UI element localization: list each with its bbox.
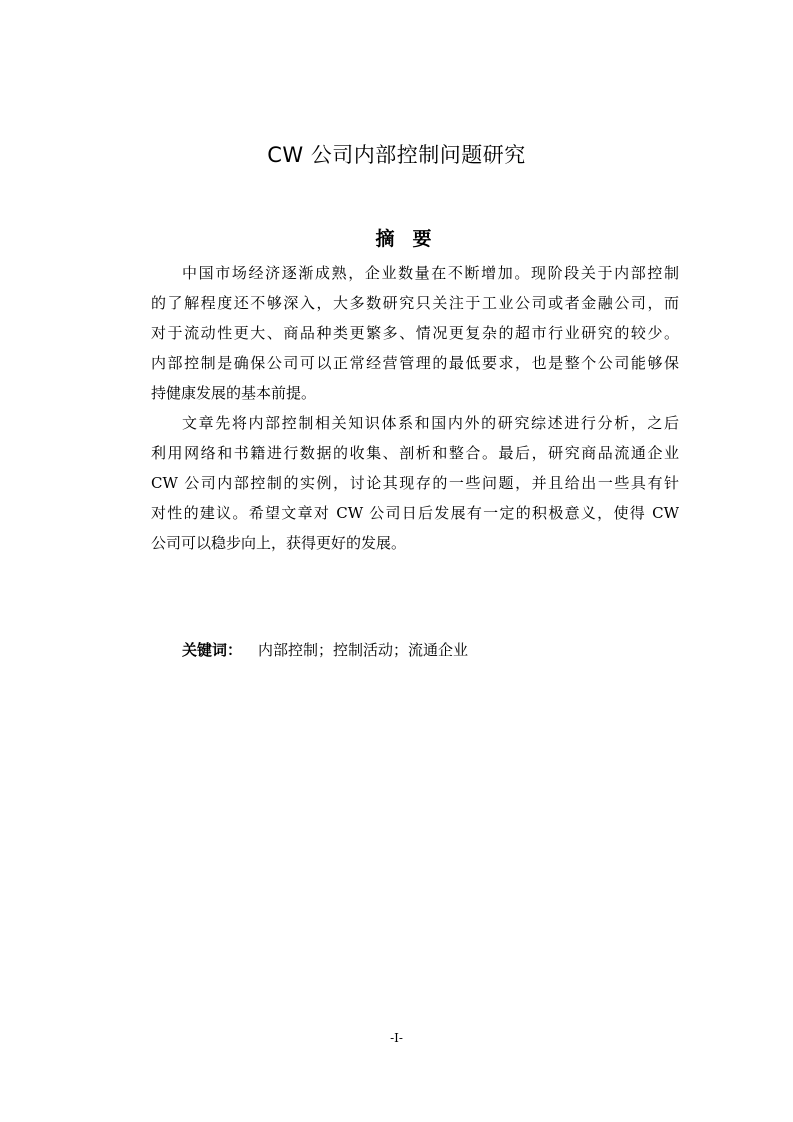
abstract-body bbox=[151, 258, 679, 558]
paragraph-1-line: 中国市场经济逐渐成熟，企业数量在不断增加。现阶段关于内部控制 bbox=[182, 264, 679, 282]
paragraph-2-line: CW 公司内部控制的实例，讨论其现存的一些问题，并且给出一些具有针 bbox=[151, 474, 679, 492]
page-number: -I- bbox=[390, 1031, 403, 1045]
paragraph-2-line: 文章先将内部控制相关知识体系和国内外的研究综述进行分析，之后 bbox=[182, 414, 679, 432]
paragraph-1-line: 对于流动性更大、商品种类更繁多、情况更复杂的超市行业研究的较少。 bbox=[151, 324, 679, 342]
keywords-label: 关键词： bbox=[182, 641, 243, 659]
keywords-text: 内部控制；控制活动；流通企业 bbox=[258, 641, 469, 659]
paragraph-1-line: 的了解程度还不够深入，大多数研究只关注于工业公司或者金融公司，而 bbox=[151, 294, 679, 312]
paper-title: CW 公司内部控制问题研究 bbox=[267, 143, 526, 167]
paragraph-2-line: 公司可以稳步向上，获得更好的发展。 bbox=[151, 534, 407, 552]
paragraph-1-line: 持健康发展的基本前提。 bbox=[151, 384, 317, 402]
paragraph-1-line: 内部控制是确保公司可以正常经营管理的最低要求，也是整个公司能够保 bbox=[151, 354, 679, 372]
paragraph-2-line: 对性的建议。希望文章对 CW 公司日后发展有一定的积极意义，使得 CW bbox=[151, 504, 679, 522]
paragraph-2-line: 利用网络和书籍进行数据的收集、剖析和整合。最后，研究商品流通企业 bbox=[151, 444, 679, 462]
keywords-row bbox=[182, 637, 468, 663]
abstract-heading: 摘要 bbox=[375, 228, 450, 250]
